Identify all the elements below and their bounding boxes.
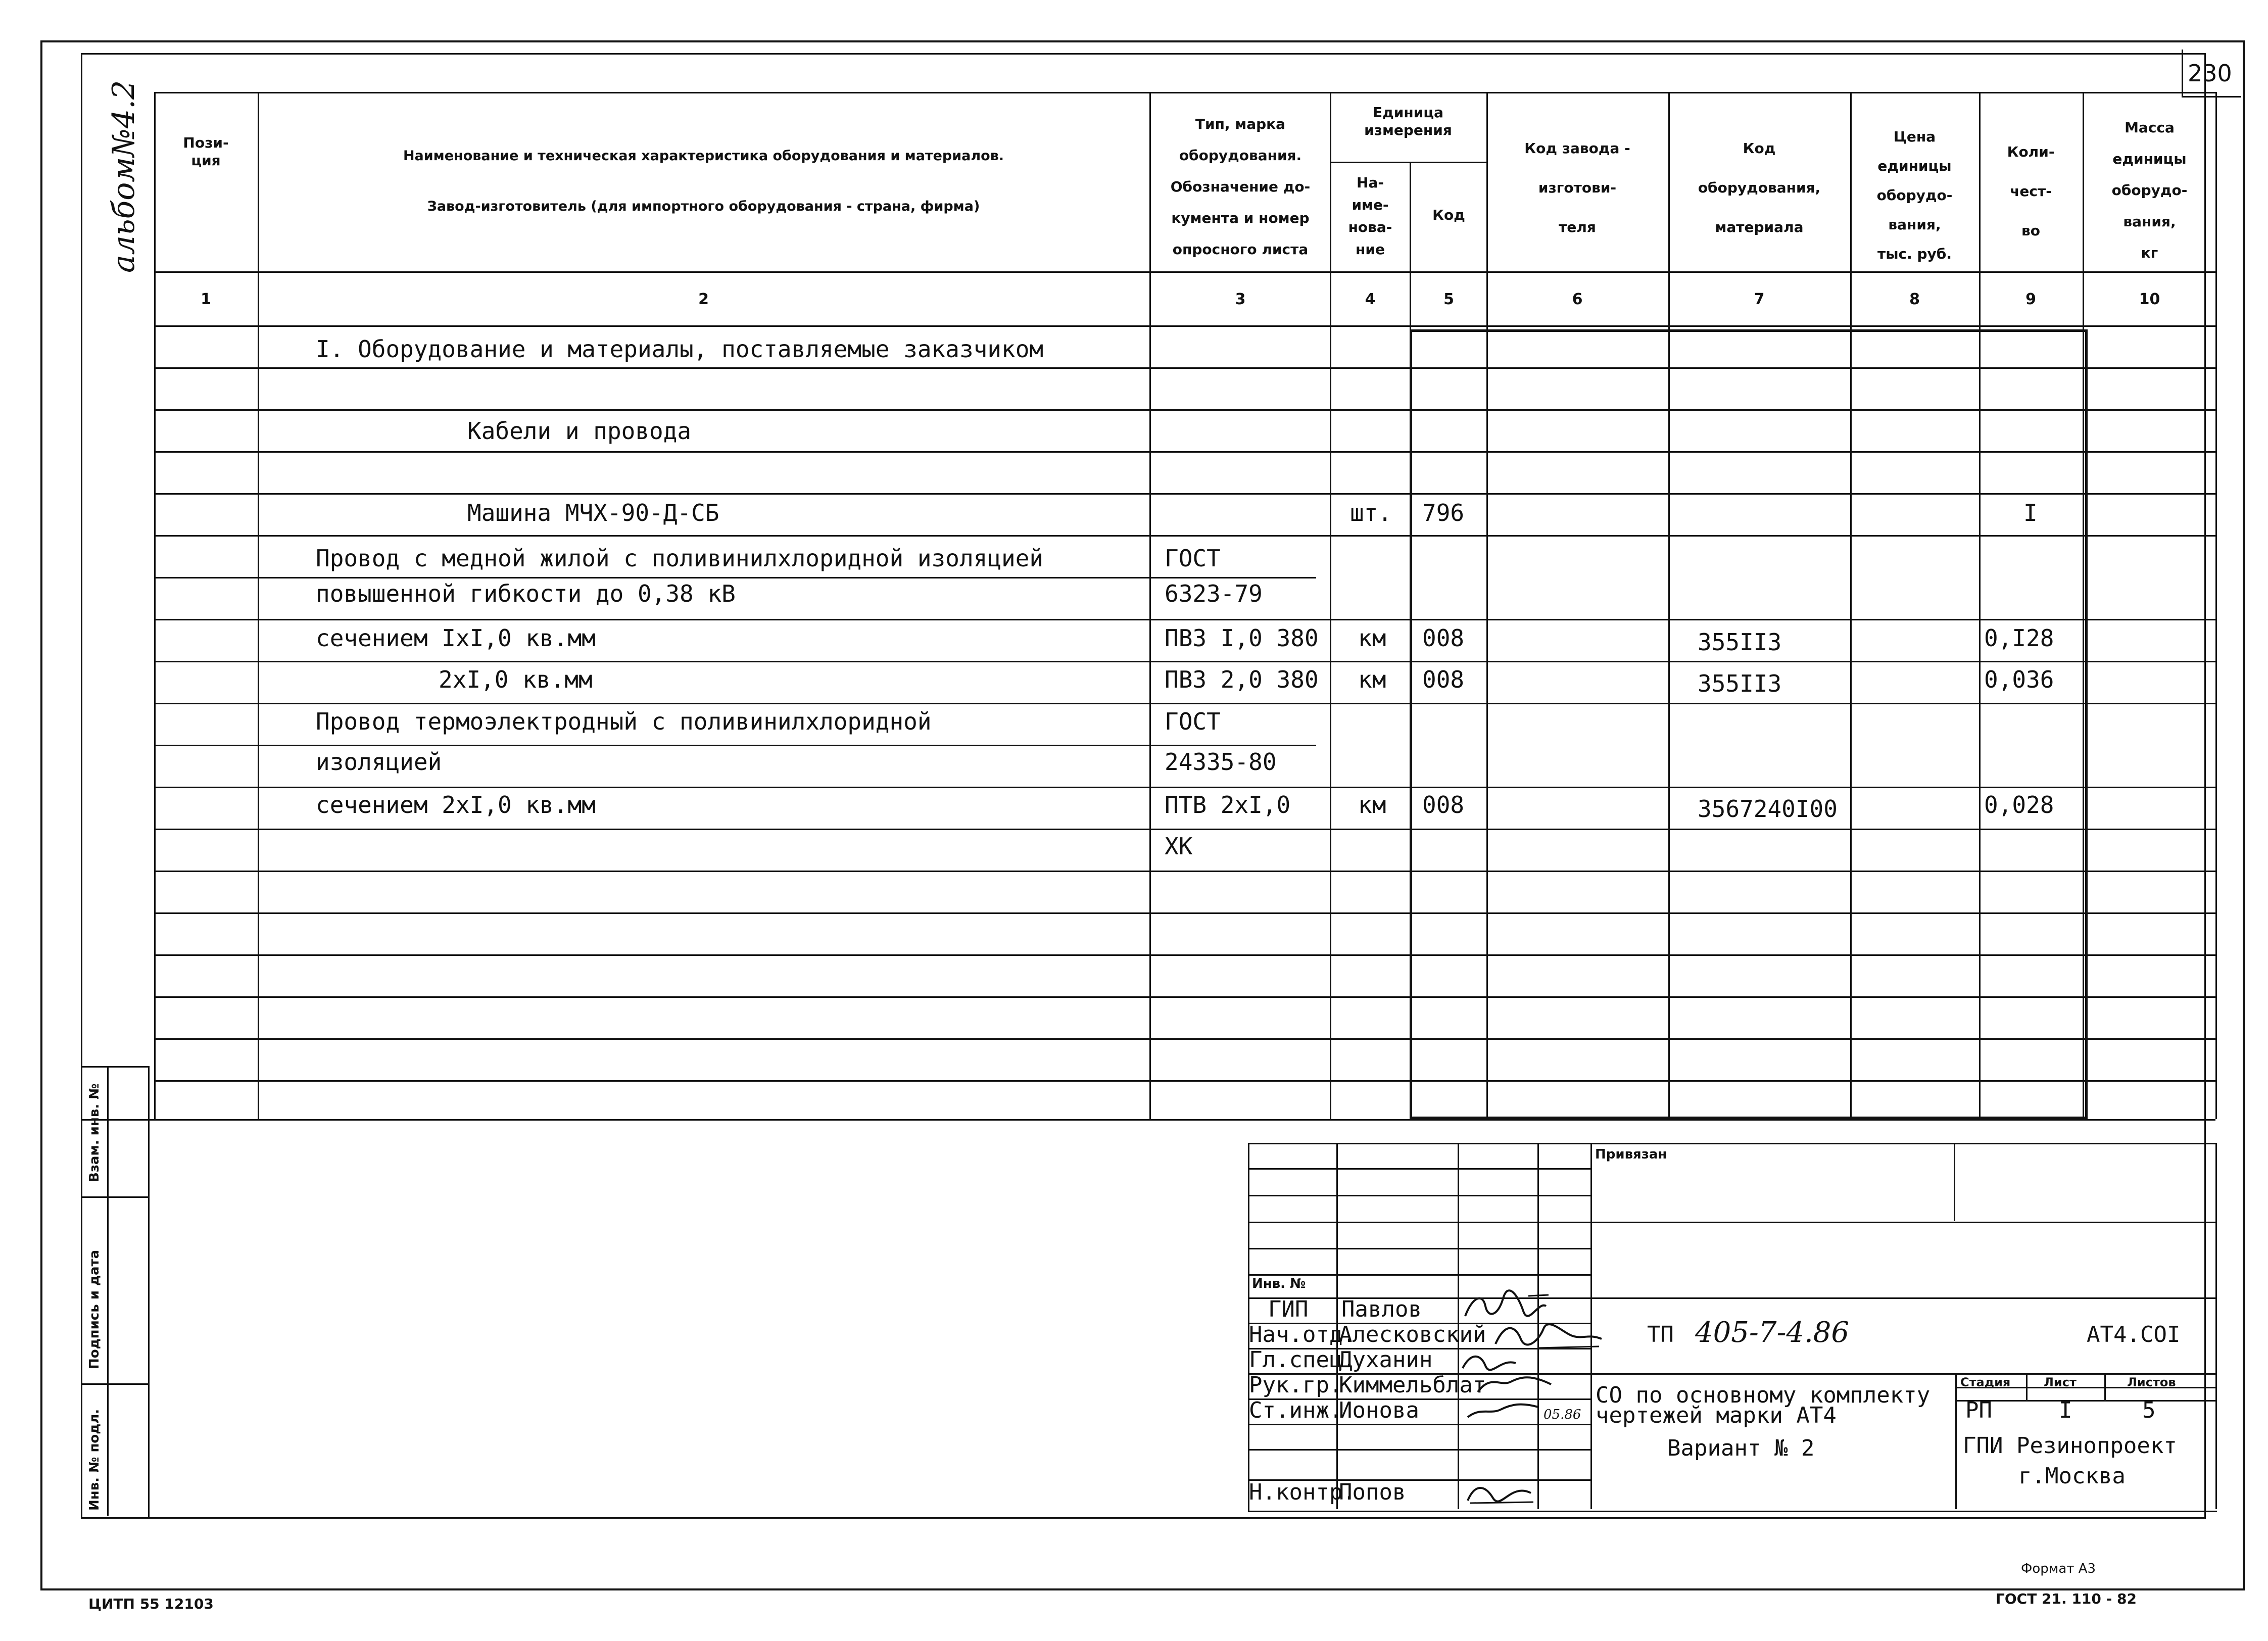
col-number: 2 [698,291,709,308]
col-line [1149,92,1151,1119]
tb-role: Гл.спец. [1249,1347,1356,1373]
album-note: альбом№4.2 [106,80,141,273]
side-inv: Инв. № подл. [87,1409,102,1511]
col-number: 8 [1909,291,1920,308]
footer-gost: ГОСТ 21. 110 - 82 [1996,1590,2137,1607]
tb-row [1248,1274,1590,1276]
wire2a-type2: ХК [1165,833,1193,860]
tb-row [1248,1449,1590,1451]
signature-kimmelblat [1475,1372,1556,1397]
wire2-name-line1: Провод термоэлектродный с поливинилхлоридной [316,708,932,735]
machine-unit-code: 796 [1422,499,1465,526]
signature-ionova [1465,1397,1541,1422]
header-equipment-code: Код оборудования, материала [1698,140,1821,235]
tb-description-line1: СО по основному комплекту [1596,1382,1931,1408]
col-line [258,92,259,1119]
wire1b-unit: км [1358,666,1386,693]
col-line [154,92,156,1119]
wire1a-code: 008 [1422,624,1465,652]
col-number: 6 [1572,291,1583,308]
tb-role: Нач.отд. [1249,1322,1356,1347]
tb-row [1248,1248,1590,1249]
col-number: 9 [2025,291,2036,308]
side-stamp-divider [107,1066,109,1516]
tb-row [1955,1400,2215,1402]
tb-doc-code: АТ4.СОI [2087,1322,2181,1347]
wire1a-unit: км [1358,624,1386,652]
tb-row [1248,1222,2215,1223]
signature-dukhanin [1460,1348,1521,1373]
side-stamp-line [81,1196,148,1198]
side-stamp-line [81,1383,148,1385]
tb-sheets: 5 [2142,1397,2156,1423]
wire2a-name: сечением 2хI,0 кв.мм [316,791,596,818]
footer-left: ЦИТП 55 12103 [88,1596,214,1612]
wire1b-equipment-code: 355II3 [1698,670,1782,697]
col-number: 7 [1754,291,1765,308]
header-name-line2: Завод-изготовитель (для импортного оборудования - страна, фирма) [427,199,980,214]
tb-stage-label: Стадия [1960,1375,2011,1389]
subsection-title: Кабели и провода [467,417,692,445]
col-line [1850,92,1852,1119]
col-line [2215,92,2217,1119]
tb-inv-no: Инв. № [1252,1276,1306,1291]
tb-privyazan: Привязан [1595,1147,1667,1162]
col-line [1330,92,1331,1119]
wire2a-qty: 0,028 [1984,791,2054,818]
wire1a-equipment-code: 355II3 [1698,629,1782,656]
tb-name: Киммельблат [1339,1372,1486,1398]
tb-description-line2: чертежей марки АТ4 [1596,1403,1837,1428]
header-quantity: Коли- чест- во [2007,143,2055,239]
wire1b-name: 2хI,0 кв.мм [439,666,593,693]
side-vzam: Взам. инв. № [87,1083,102,1182]
tb-name: Духанин [1339,1347,1433,1373]
tb-col [1954,1143,1955,1221]
section-title: I. Оборудование и материалы, поставляемые заказчиком [316,335,1044,363]
tb-row [1248,1168,1590,1170]
header-position: Пози- ция [183,134,229,169]
numbers-bottom-line [154,325,2215,327]
wire1a-qty: 0,I28 [1984,624,2054,652]
wire2a-unit: км [1358,791,1386,818]
tb-col [1955,1373,1957,1509]
wire2-doc1: ГОСТ [1165,708,1221,735]
header-bottom-line [154,271,2215,273]
col-number: 5 [1443,291,1454,308]
wire1-name-line1: Провод с медной жилой с поливинилхлоридной изоляцией [316,545,1044,572]
header-unit-group: Единица измерения [1364,104,1452,138]
col-line [1668,92,1670,1119]
tb-role: Рук.гр. [1249,1372,1343,1398]
header-mass: Масса единицы оборудо- вания, кг [2111,119,2188,261]
signature-aleskovsky [1493,1319,1604,1349]
tb-name: Павлов [1341,1296,1422,1322]
inner-bold-box [1410,329,2088,1119]
tb-role: Н.контр. [1249,1479,1356,1505]
tb-row [1248,1424,1590,1425]
tb-date: 05.86 [1543,1407,1581,1422]
wire2a-equipment-code: 3567240I00 [1698,795,1838,823]
wire1a-name: сечением IхI,0 кв.мм [316,624,596,652]
col-line [1486,92,1488,1119]
tb-org-line2: г.Москва [2018,1463,2126,1489]
tb-sheet: I [2059,1397,2072,1423]
tb-right-edge [2215,1143,2217,1509]
tb-doc-prefix: ТП [1647,1322,1674,1347]
tb-name: Алесковский [1339,1322,1486,1347]
tb-role: ГИП [1268,1296,1309,1322]
col-number: 1 [201,291,211,308]
wire2-doc2: 24335-80 [1165,748,1277,776]
header-unit-code: Код [1432,207,1465,223]
tb-org-line1: ГПИ Резинопроект [1963,1433,2177,1459]
col-number: 10 [2139,291,2160,308]
tb-name: Ионова [1339,1397,1419,1423]
header-unit-name: На- име- нова- ние [1348,174,1392,258]
machine-qty: I [2023,499,2038,526]
machine-name: Машина МЧХ-90-Д-СБ [467,499,719,526]
wire1b-code: 008 [1422,666,1465,693]
signature-popov [1465,1478,1536,1506]
wire2-name-line2: изоляцией [316,748,442,776]
table-bottom-line [81,1119,2215,1121]
header-type: Тип, марка оборудования. Обозначение до- кумента и номер опросного листа [1170,116,1311,258]
wire2a-type: ПТВ 2хI,0 [1165,791,1291,818]
side-podpis: Подпись и дата [87,1249,102,1369]
tb-doc-number: 405-7-4.86 [1695,1316,1850,1349]
col-line [2083,92,2084,1119]
wire1-name-line2: повышенной гибкости до 0,38 кВ [316,580,736,607]
wire1b-type: ПВЗ 2,0 380 [1165,666,1319,693]
page-number: 230 [2188,60,2232,87]
footer-format: Формат А3 [2021,1561,2096,1576]
wire2a-code: 008 [1422,791,1465,818]
wire1-doc2: 6323-79 [1165,580,1263,607]
tb-variant: Вариант № 2 [1667,1435,1815,1461]
tb-row [1248,1195,1590,1196]
col-number: 4 [1365,291,1376,308]
row-line [154,577,1316,578]
tb-sheet-label: Лист [2044,1375,2077,1389]
machine-unit: шт. [1350,499,1392,526]
tb-name: Попов [1339,1479,1406,1505]
col-number: 3 [1235,291,1246,308]
tb-stage: РП [1965,1397,1992,1423]
header-name-line1: Наименование и техническая характеристика оборудования и материалов. [403,148,1004,164]
units-split-line [1330,162,1486,163]
col-line [1979,92,1981,1119]
table-top-line [154,92,2215,93]
row-line [154,745,1316,746]
tb-role: Ст.инж. [1249,1397,1343,1423]
wire1b-qty: 0,036 [1984,666,2054,693]
header-price: Цена единицы оборудо- вания, тыс. руб. [1876,128,1953,262]
tb-sheets-label: Листов [2127,1375,2176,1389]
wire1a-type: ПВЗ I,0 380 [1165,624,1319,652]
header-plant-code: Код завода - изготови- теля [1524,140,1630,235]
col-line [1410,162,1411,1119]
signature-pavlov [1463,1291,1569,1321]
wire1-doc1: ГОСТ [1165,545,1221,572]
